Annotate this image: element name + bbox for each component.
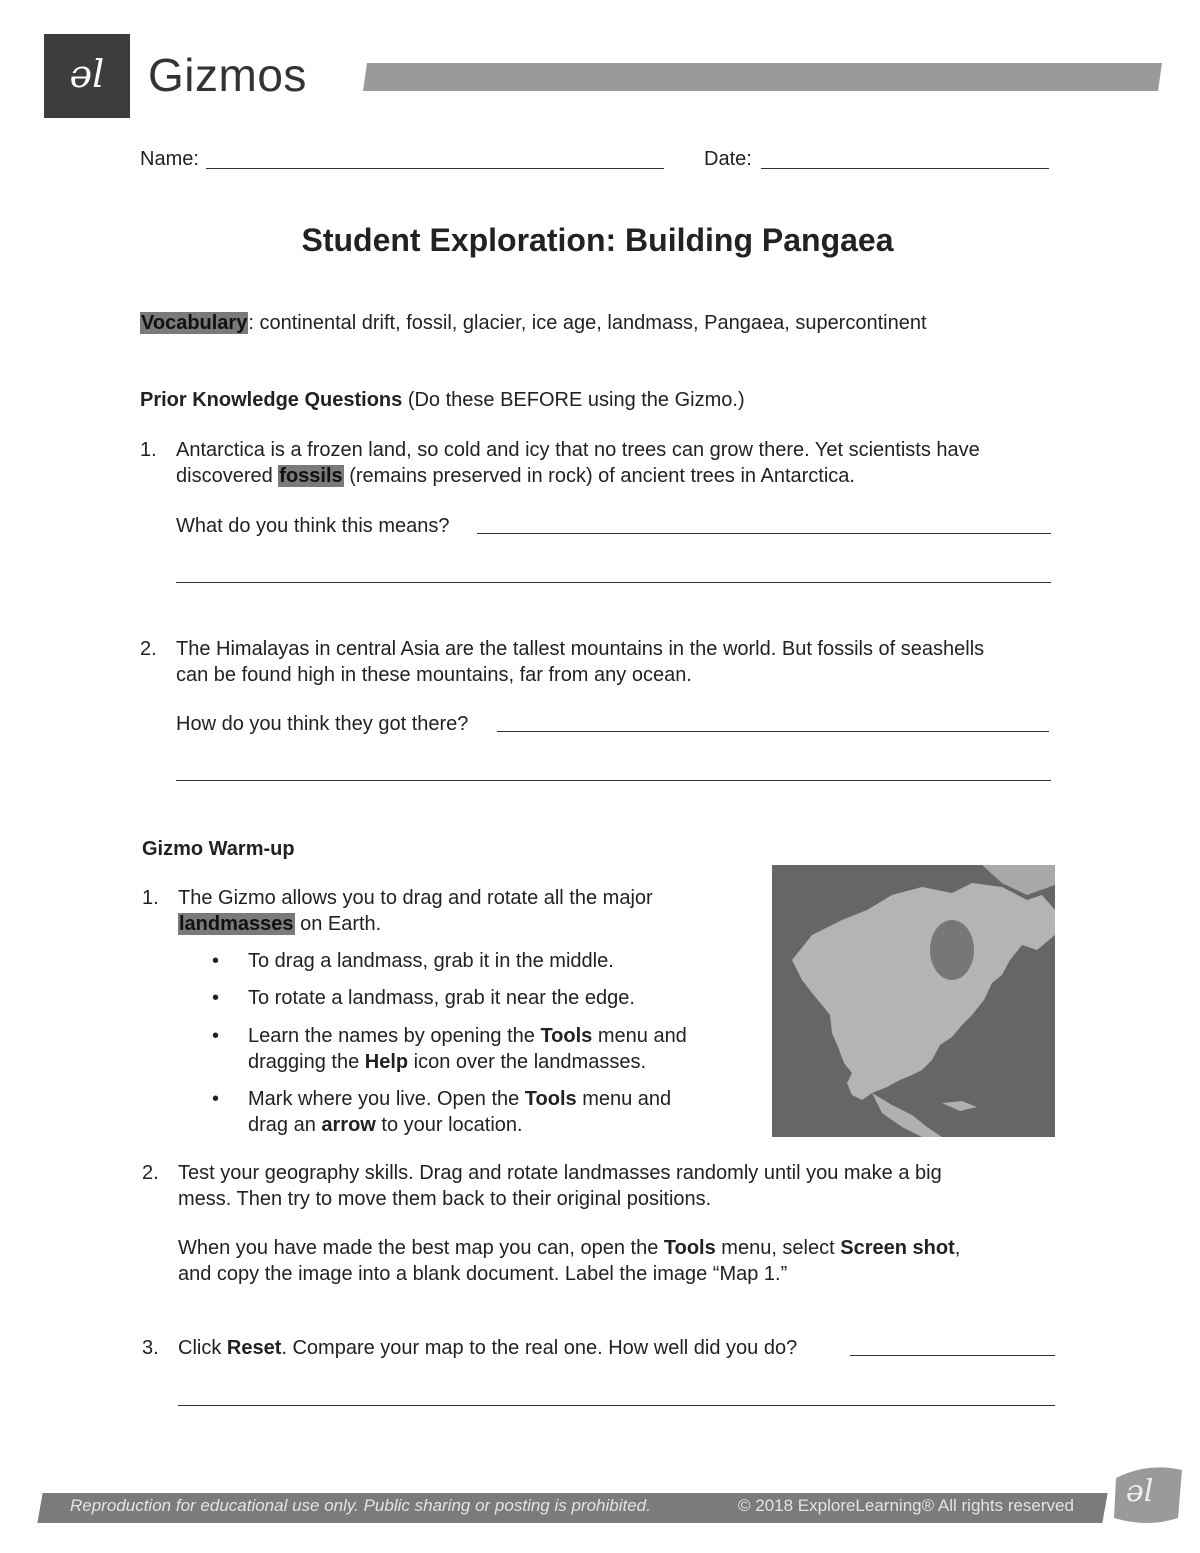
bullet-3-tools: Tools (540, 1025, 593, 1047)
warmup-q2-line2: mess. Then try to move them back to their original positions. (178, 1188, 712, 1210)
footer-notice: Reproduction for educational use only. Public sharing or posting is prohibited. (70, 1496, 651, 1515)
warmup-q3-answer-line-1[interactable] (850, 1355, 1055, 1356)
bullet-dot-3: • (212, 1025, 220, 1047)
warmup-q1-number: 1. (142, 887, 159, 909)
prior-heading-note: (Do these BEFORE using the Gizmo.) (402, 389, 745, 411)
prior-q1-text (176, 437, 1076, 489)
footer-copyright: © 2018 ExploreLearning® All rights reserved (738, 1496, 1074, 1515)
hudson-bay (930, 920, 974, 980)
prior-q1-number: 1. (140, 439, 157, 461)
warmup-q2-p2-mid: menu, select (715, 1237, 841, 1259)
bullet-1-text: To drag a landmass, grab it in the middle. (248, 950, 614, 972)
bullet-4-arrow: arrow (321, 1114, 376, 1136)
explorelearning-logo (44, 34, 130, 118)
prior-heading-title: Prior Knowledge Questions (140, 389, 403, 411)
prior-q2-prompt: How do you think they got there? (176, 713, 469, 735)
logo-glyph: əl (69, 52, 105, 96)
north-america-map-svg (772, 865, 1055, 1137)
bullet-4-post: to your location. (375, 1114, 523, 1136)
warmup-q2-p2-line1 (178, 1235, 1078, 1261)
bullet-dot-2: • (212, 987, 220, 1009)
bullet-4-pre: Mark where you live. Open the (248, 1088, 525, 1110)
warmup-q3-reset: Reset (226, 1337, 282, 1359)
warmup-q3-answer-line-2[interactable] (178, 1405, 1055, 1406)
bullet-3-pre2: dragging the (248, 1051, 365, 1073)
warmup-q2-screenshot: Screen shot (840, 1237, 955, 1259)
bullet-4-line2 (248, 1112, 748, 1138)
bullet-2-text: To rotate a landmass, grab it near the edge. (248, 987, 635, 1009)
bullet-3-text (248, 1023, 748, 1075)
bullet-3-line1 (248, 1023, 748, 1049)
warmup-q2-paragraph2 (178, 1235, 1078, 1287)
warmup-q3-post: . Compare your map to the real one. How well did you do? (281, 1337, 798, 1359)
warmup-q2-line1: Test your geography skills. Drag and rotate landmasses randomly until you make a big (178, 1162, 942, 1184)
prior-heading (140, 387, 745, 413)
bullet-3-mid: menu and (592, 1025, 687, 1047)
prior-q2-answer-line-2[interactable] (176, 780, 1051, 781)
bullet-4-pre2: drag an (248, 1114, 322, 1136)
bullet-dot-4: • (212, 1088, 220, 1110)
header-bar (363, 63, 1162, 91)
warmup-q1-text (178, 885, 738, 937)
bullet-3-line2 (248, 1049, 748, 1075)
prior-q1-line2 (176, 463, 1076, 489)
vocabulary-line (140, 310, 927, 336)
prior-q2-line1: The Himalayas in central Asia are the tallest mountains in the world. But fossils of seashells (176, 638, 985, 660)
prior-q2-answer-line-1[interactable] (497, 731, 1049, 732)
warmup-q2-text (178, 1160, 1078, 1212)
warmup-q2-number: 2. (142, 1162, 159, 1184)
landmasses-highlight: landmasses (179, 913, 294, 935)
bullet-4-text (248, 1086, 748, 1138)
warmup-heading: Gizmo Warm-up (142, 838, 295, 860)
warmup-q2-p2-line2: and copy the image into a blank document. Label the image “Map 1.” (178, 1263, 788, 1285)
date-label: Date: (704, 148, 752, 170)
bullet-3-help: Help (364, 1051, 409, 1073)
prior-q1-answer-line-2[interactable] (176, 582, 1051, 583)
bullet-3-post: icon over the landmasses. (408, 1051, 647, 1073)
warmup-q1-line1: The Gizmo allows you to drag and rotate all the major (178, 887, 653, 909)
bullet-4-tools: Tools (524, 1088, 577, 1110)
footer-logo (1108, 1458, 1188, 1528)
bullet-4-line1 (248, 1086, 748, 1112)
north-america-map-image (772, 865, 1055, 1137)
prior-q2-line2: can be found high in these mountains, far from any ocean. (176, 664, 692, 686)
name-label: Name: (140, 148, 199, 170)
warmup-q2-p2-pre: When you have made the best map you can, open the (178, 1237, 664, 1259)
page-title: Student Exploration: Building Pangaea (301, 222, 894, 258)
prior-q1-prompt: What do you think this means? (176, 515, 450, 537)
name-field[interactable] (206, 168, 664, 169)
bullet-4-mid: menu and (576, 1088, 672, 1110)
warmup-q1-line2 (178, 911, 738, 937)
vocabulary-terms: : continental drift, fossil, glacier, ice age, landmass, Pangaea, supercontinent (248, 312, 927, 334)
warmup-q1-post: on Earth. (294, 913, 382, 935)
prior-q2-number: 2. (140, 638, 157, 660)
prior-q1-line1: Antarctica is a frozen land, so cold and icy that no trees can grow there. Yet scientists have (176, 439, 980, 461)
warmup-q2-tools: Tools (663, 1237, 716, 1259)
bullet-dot-1: • (212, 950, 220, 972)
date-field[interactable] (761, 168, 1049, 169)
footer-logo-glyph: əl (1126, 1474, 1154, 1509)
warmup-q3-number: 3. (142, 1337, 159, 1359)
warmup-q2-p2-post: , (954, 1237, 961, 1259)
warmup-q3-pre: Click (178, 1337, 227, 1359)
prior-q1-answer-line-1[interactable] (477, 533, 1051, 534)
prior-q1-post: (remains preserved in rock) of ancient trees in Antarctica. (343, 465, 855, 487)
fossils-highlight: fossils (279, 465, 343, 487)
prior-q2-text (176, 636, 1076, 688)
prior-q1-pre: discovered (176, 465, 279, 487)
brand-title: Gizmos (148, 49, 307, 101)
warmup-q3-text (178, 1335, 797, 1361)
vocabulary-label: Vocabulary (141, 312, 248, 334)
bullet-3-pre: Learn the names by opening the (248, 1025, 541, 1047)
